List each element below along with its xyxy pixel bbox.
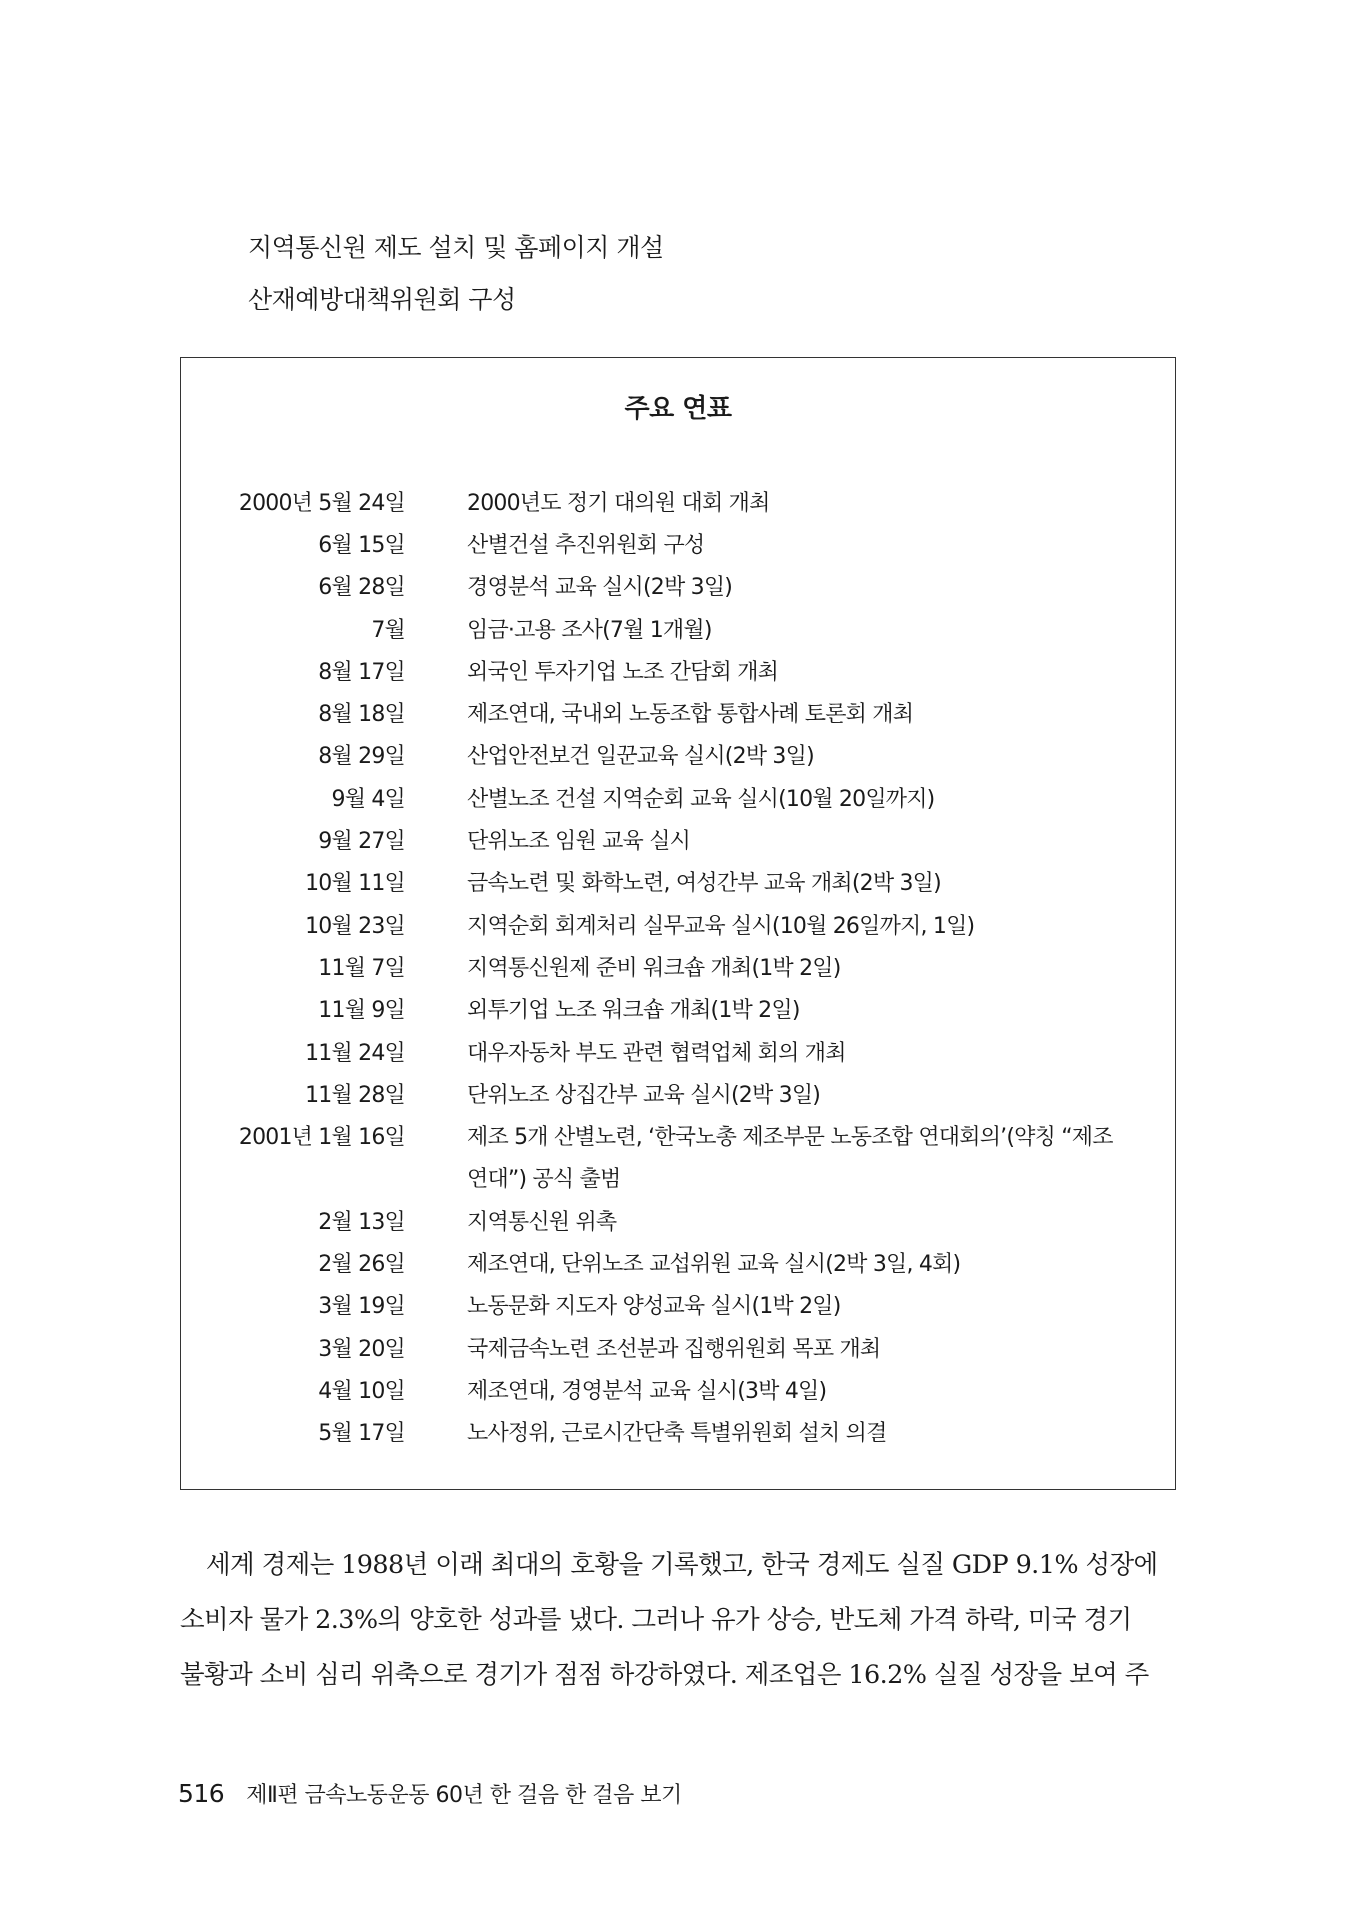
chronology-date: 7월 — [371, 617, 405, 643]
chronology-date: 11월 24일 — [305, 1040, 405, 1066]
chronology-row — [181, 1411, 1175, 1453]
chronology-date: 8월 29일 — [318, 744, 405, 770]
chronology-event: 산업안전보건 일꾼교육 실시(2박 3일) — [467, 744, 814, 770]
chronology-row — [181, 1199, 1175, 1241]
chronology-event: 노사정위, 근로시간단축 특별위원회 설치 의결 — [467, 1421, 887, 1447]
chronology-event: 단위노조 상집간부 교육 실시(2박 3일) — [467, 1082, 821, 1108]
chronology-date: 4월 10일 — [318, 1378, 405, 1404]
chronology-event: 노동문화 지도자 양성교육 실시(1박 2일) — [467, 1294, 841, 1320]
chronology-date: 10월 11일 — [305, 871, 405, 897]
chronology-event: 외투기업 노조 워크숍 개최(1박 2일) — [467, 998, 800, 1024]
chronology-event: 산별노조 건설 지역순회 교육 실시(10월 20일까지) — [467, 786, 935, 812]
chronology-event: 지역통신원 위촉 — [467, 1209, 617, 1235]
chronology-row — [181, 649, 1175, 691]
chronology-row — [181, 734, 1175, 776]
chronology-date: 2001년 1월 16일 — [238, 1125, 405, 1151]
chronology-date: 2월 13일 — [318, 1209, 405, 1235]
chronology-row — [181, 1157, 1175, 1199]
running-title: 제Ⅱ편 금속노동운동 60년 한 걸음 한 걸음 보기 — [246, 1783, 682, 1808]
chronology-event: 제조연대, 경영분석 교육 실시(3박 4일) — [467, 1378, 827, 1404]
chronology-event: 2000년도 정기 대의원 대회 개최 — [467, 490, 770, 516]
paragraph-line: 세계 경제는 1988년 이래 최대의 호황을 기록했고, 한국 경제도 실질 GDP 9.1% 성장에 — [206, 1550, 1158, 1580]
chronology-row — [181, 565, 1175, 607]
chronology-title: 주요 연표 — [624, 394, 732, 424]
chronology-date: 10월 23일 — [305, 913, 405, 939]
chronology-event: 지역순회 회계처리 실무교육 실시(10월 26일까지, 1일) — [467, 913, 975, 939]
body-paragraph — [180, 1538, 1180, 1703]
chronology-event: 제조연대, 국내외 노동조합 통합사례 토론회 개최 — [467, 702, 914, 728]
chronology-event: 경영분석 교육 실시(2박 3일) — [467, 575, 733, 601]
chronology-row — [181, 1368, 1175, 1410]
page-number: 516 — [178, 1779, 225, 1808]
chronology-event: 대우자동차 부도 관련 협력업체 회의 개최 — [467, 1040, 846, 1066]
chronology-date: 8월 17일 — [318, 659, 405, 685]
chronology-table — [181, 480, 1175, 1453]
chronology-date: 9월 27일 — [318, 829, 405, 855]
chronology-date: 11월 9일 — [318, 998, 405, 1024]
intro-line: 지역통신원 제도 설치 및 홈페이지 개설 — [248, 233, 664, 262]
chronology-date: 3월 19일 — [318, 1294, 405, 1320]
paragraph-line: 불황과 소비 심리 위축으로 경기가 점점 하강하였다. 제조업은 16.2% 실질 성장을 보여 주 — [180, 1660, 1149, 1690]
chronology-row — [181, 522, 1175, 564]
chronology-row — [181, 1114, 1175, 1156]
chronology-date: 2000년 5월 24일 — [238, 490, 405, 516]
chronology-event: 금속노련 및 화학노련, 여성간부 교육 개최(2박 3일) — [467, 871, 941, 897]
chronology-box — [180, 357, 1176, 1490]
chronology-event: 연대”) 공식 출범 — [467, 1167, 621, 1193]
chronology-row — [181, 1284, 1175, 1326]
chronology-date: 11월 7일 — [318, 955, 405, 981]
intro-line: 산재예방대책위원회 구성 — [248, 285, 516, 314]
chronology-event: 외국인 투자기업 노조 간담회 개최 — [467, 659, 779, 685]
paragraph-line: 소비자 물가 2.3%의 양호한 성과를 냈다. 그러나 유가 상승, 반도체 가격 하락, 미국 경기 — [180, 1605, 1132, 1635]
chronology-row — [181, 480, 1175, 522]
chronology-row — [181, 1241, 1175, 1283]
chronology-event: 단위노조 임원 교육 실시 — [467, 829, 691, 855]
chronology-date: 11월 28일 — [305, 1082, 405, 1108]
chronology-row — [181, 818, 1175, 860]
chronology-event: 임금·고용 조사(7월 1개월) — [467, 617, 712, 643]
chronology-row — [181, 945, 1175, 987]
chronology-row — [181, 988, 1175, 1030]
chronology-date: 6월 28일 — [318, 575, 405, 601]
chronology-date: 8월 18일 — [318, 702, 405, 728]
chronology-row — [181, 776, 1175, 818]
intro-list — [248, 222, 664, 326]
chronology-event: 제조 5개 산별노련, ‘한국노총 제조부문 노동조합 연대회의’(약칭 “제조 — [467, 1125, 1113, 1151]
chronology-date: 3월 20일 — [318, 1336, 405, 1362]
chronology-date: 2월 26일 — [318, 1251, 405, 1277]
chronology-date: 5월 17일 — [318, 1421, 405, 1447]
chronology-event: 산별건설 추진위원회 구성 — [467, 532, 705, 558]
chronology-row — [181, 691, 1175, 733]
chronology-row — [181, 903, 1175, 945]
chronology-date: 6월 15일 — [318, 532, 405, 558]
chronology-row — [181, 1326, 1175, 1368]
chronology-date: 9월 4일 — [331, 786, 405, 812]
chronology-event: 국제금속노련 조선분과 집행위원회 목포 개최 — [467, 1336, 881, 1362]
chronology-row — [181, 861, 1175, 903]
chronology-event: 지역통신원제 준비 워크숍 개최(1박 2일) — [467, 955, 841, 981]
page-footer — [178, 1778, 682, 1809]
chronology-event: 제조연대, 단위노조 교섭위원 교육 실시(2박 3일, 4회) — [467, 1251, 961, 1277]
chronology-row — [181, 607, 1175, 649]
chronology-row — [181, 1072, 1175, 1114]
chronology-row — [181, 1030, 1175, 1072]
